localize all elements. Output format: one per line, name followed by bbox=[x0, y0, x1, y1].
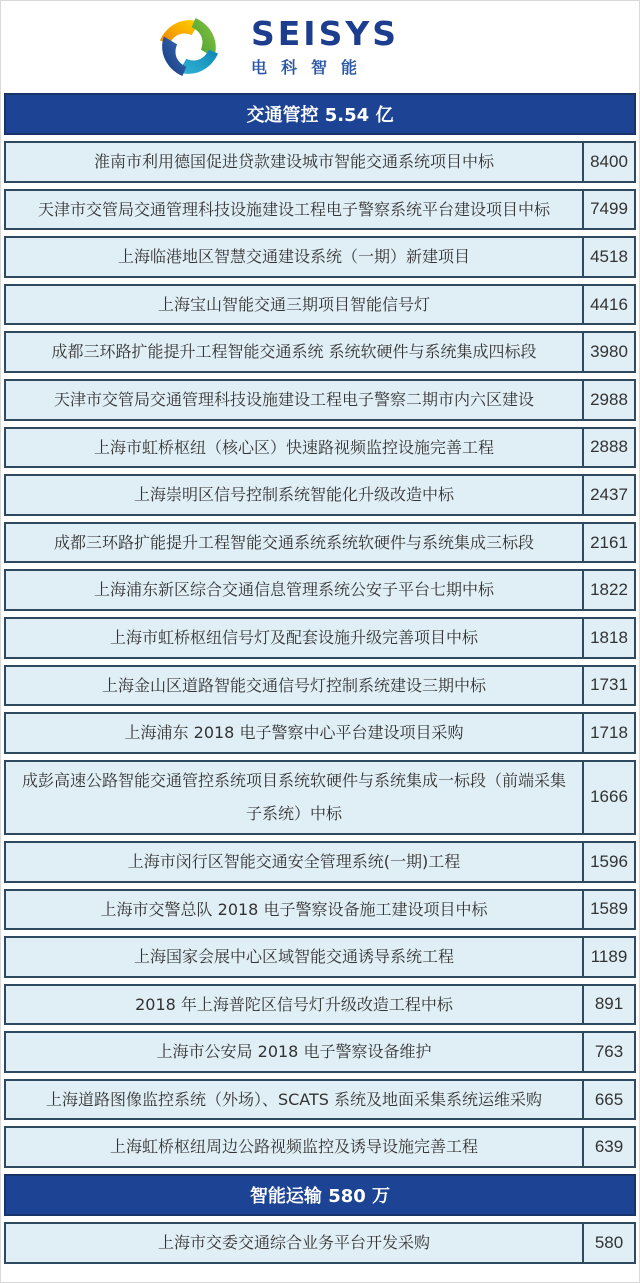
project-name-cell: 上海临港地区智慧交通建设系统（一期）新建项目 bbox=[6, 238, 582, 276]
amount-cell: 1718 bbox=[582, 714, 634, 752]
amount-cell: 1589 bbox=[582, 891, 634, 929]
table-row bbox=[4, 841, 636, 883]
table-row bbox=[4, 379, 636, 421]
amount-cell: 4518 bbox=[582, 238, 634, 276]
amount-cell: 1189 bbox=[582, 938, 634, 976]
project-name-cell: 上海浦东 2018 电子警察中心平台建设项目采购 bbox=[6, 714, 582, 752]
amount-cell: 1822 bbox=[582, 571, 634, 609]
table-row bbox=[4, 331, 636, 373]
table-row bbox=[4, 760, 636, 835]
section-header: 交通管控 5.54 亿 bbox=[4, 93, 636, 135]
project-name-cell: 成都三环路扩能提升工程智能交通系统 系统软硬件与系统集成四标段 bbox=[6, 333, 582, 371]
project-name-cell: 上海金山区道路智能交通信号灯控制系统建设三期中标 bbox=[6, 667, 582, 705]
amount-cell: 3980 bbox=[582, 333, 634, 371]
amount-cell: 1818 bbox=[582, 619, 634, 657]
amount-cell: 2888 bbox=[582, 429, 634, 467]
project-name-cell: 上海市闵行区智能交通安全管理系统(一期)工程 bbox=[6, 843, 582, 881]
project-name-cell: 上海宝山智能交通三期项目智能信号灯 bbox=[6, 286, 582, 324]
project-name-cell: 天津市交管局交通管理科技设施建设工程电子警察二期市内六区建设 bbox=[6, 381, 582, 419]
project-name-cell: 上海市交警总队 2018 电子警察设备施工建设项目中标 bbox=[6, 891, 582, 929]
amount-cell: 2988 bbox=[582, 381, 634, 419]
table-row bbox=[4, 474, 636, 516]
table-row bbox=[4, 984, 636, 1026]
table-row bbox=[4, 665, 636, 707]
table-row bbox=[4, 427, 636, 469]
amount-cell: 4416 bbox=[582, 286, 634, 324]
project-name-cell: 上海道路图像监控系统（外场）、SCATS 系统及地面采集系统运维采购 bbox=[6, 1081, 582, 1119]
project-name-cell: 上海国家会展中心区域智能交通诱导系统工程 bbox=[6, 938, 582, 976]
table-row bbox=[4, 936, 636, 978]
amount-cell: 891 bbox=[582, 986, 634, 1024]
project-name-cell: 上海虹桥枢纽周边公路视频监控及诱导设施完善工程 bbox=[6, 1128, 582, 1166]
amount-cell: 763 bbox=[582, 1033, 634, 1071]
project-name-cell: 上海崇明区信号控制系统智能化升级改造中标 bbox=[6, 476, 582, 514]
table-row bbox=[4, 889, 636, 931]
table-row bbox=[4, 141, 636, 183]
project-name-cell: 上海市虹桥枢纽（核心区）快速路视频监控设施完善工程 bbox=[6, 429, 582, 467]
table-row bbox=[4, 1126, 636, 1168]
project-name-cell: 上海浦东新区综合交通信息管理系统公安子平台七期中标 bbox=[6, 571, 582, 609]
table-row bbox=[4, 569, 636, 611]
amount-cell: 1596 bbox=[582, 843, 634, 881]
project-name-cell: 上海市虹桥枢纽信号灯及配套设施升级完善项目中标 bbox=[6, 619, 582, 657]
amount-cell: 1666 bbox=[582, 762, 634, 833]
amount-cell: 1731 bbox=[582, 667, 634, 705]
amount-cell: 665 bbox=[582, 1081, 634, 1119]
amount-cell: 7499 bbox=[582, 191, 634, 229]
table-row bbox=[4, 617, 636, 659]
table-row bbox=[4, 236, 636, 278]
brand-name: SEISYS bbox=[251, 13, 400, 53]
table-row bbox=[4, 1079, 636, 1121]
project-name-cell: 淮南市利用德国促进贷款建设城市智能交通系统项目中标 bbox=[6, 143, 582, 181]
table-row bbox=[4, 712, 636, 754]
brand-name-chinese: 电科智能 bbox=[251, 57, 372, 77]
projects-table bbox=[4, 93, 636, 1264]
project-name-cell: 上海市公安局 2018 电子警察设备维护 bbox=[6, 1033, 582, 1071]
project-name-cell: 成彭高速公路智能交通管控系统项目系统软硬件与系统集成一标段（前端采集子系统）中标 bbox=[6, 762, 582, 833]
project-name-cell: 天津市交管局交通管理科技设施建设工程电子警察系统平台建设项目中标 bbox=[6, 191, 582, 229]
table-row bbox=[4, 284, 636, 326]
project-name-cell: 2018 年上海普陀区信号灯升级改造工程中标 bbox=[6, 986, 582, 1024]
amount-cell: 8400 bbox=[582, 143, 634, 181]
amount-cell: 2437 bbox=[582, 476, 634, 514]
table-row bbox=[4, 1222, 636, 1264]
project-name-cell: 上海市交委交通综合业务平台开发采购 bbox=[6, 1224, 582, 1262]
project-name-cell: 成都三环路扩能提升工程智能交通系统系统软硬件与系统集成三标段 bbox=[6, 524, 582, 562]
pinwheel-logo-icon bbox=[143, 14, 235, 80]
logo-bar bbox=[1, 1, 639, 93]
amount-cell: 2161 bbox=[582, 524, 634, 562]
table-row bbox=[4, 189, 636, 231]
table-row bbox=[4, 522, 636, 564]
section-header: 智能运输 580 万 bbox=[4, 1174, 636, 1216]
amount-cell: 639 bbox=[582, 1128, 634, 1166]
amount-cell: 580 bbox=[582, 1224, 634, 1262]
logo-text bbox=[251, 13, 400, 78]
table-row bbox=[4, 1031, 636, 1073]
